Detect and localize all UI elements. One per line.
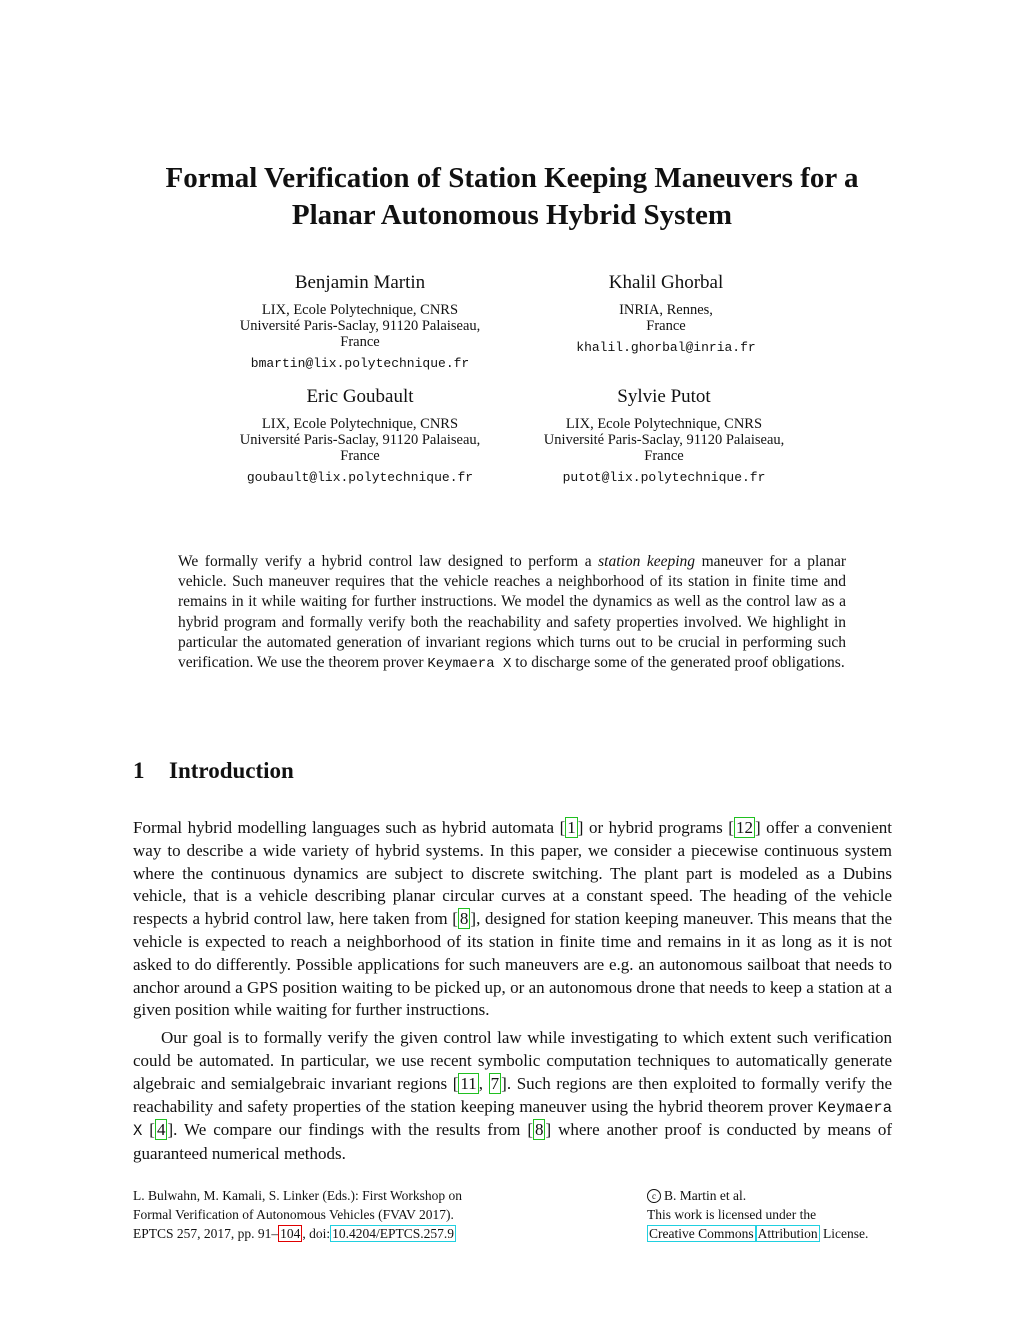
citation-link[interactable]: 1 xyxy=(567,818,576,837)
title-line-2: Planar Autonomous Hybrid System xyxy=(291,199,733,231)
author-name: Khalil Ghorbal xyxy=(608,272,724,293)
author-affiliation: Université Paris-Saclay, 91120 Palaiseau, xyxy=(543,432,785,448)
footer-line: Creative Commons Attribution License. xyxy=(649,1226,869,1241)
paragraph-1: Formal hybrid modelling languages such as hybrid automata [ 1 ] or hybrid programs [ 12 ] offer a convenient way to describe a wide variety of hybrid systems. In this paper, we consider a piecewise continuous system where the continuous dynamics are subject to discrete switching. The plant part is modeled as a Dubins vehicle, that is a vehicle describing planar circular curves at a constant speed. The heading of the vehicle respects a hybrid control law, here taken from [ 8 ], designed for station keeping maneuver. This means that the vehicle is expected to reach a neighborhood of its station in finite time and remains in it as long as it is not asked to do differently. Possible applications for such maneuvers are e.g. an autonomous sailboat that needs to anchor around a GPS position waiting to be picked up, or an autonomous drone that needs to keep a station at a given position while waiting for further instructions. xyxy=(133,818,893,1020)
citation-link[interactable]: 12 xyxy=(735,818,753,837)
author-email: bmartin@lix.polytechnique.fr xyxy=(250,356,470,371)
tool-name: Keymaera X xyxy=(427,656,512,673)
paragraph-2: Our goal is to formally verify the given control law while investigating to which extent such verification could be automated. In particular, we use recent symbolic computation techniques to automatically generate algebraic and semialgebraic invariant regions [ 11 , 7 ]. Such regions are then exploited to formally verify the reachability and safety properties of the station keeping maneuver using the hybrid theorem prover Keymaera X [ 4 ]. We compare our findings with the results from [ 8 ] where another proof is conducted by means of guaranteed numerical methods. xyxy=(133,1028,893,1164)
citation-link[interactable]: 4 xyxy=(156,1120,166,1140)
author-affiliation: LIX, Ecole Polytechnique, CNRS xyxy=(261,416,459,432)
doi-link[interactable]: 10.4204/EPTCS.257.9 xyxy=(332,1226,455,1241)
author-affiliation: France xyxy=(646,318,686,334)
tool-name: Keymaera X xyxy=(133,1098,892,1141)
abstract-text: to discharge some of the generated proof obligations. xyxy=(511,654,845,672)
author-name: Eric Goubault xyxy=(306,386,414,407)
footer-line: EPTCS 257, 2017, pp. 91– 104 , doi: 10.4204/EPTCS.257.9 xyxy=(133,1226,455,1241)
author-affiliation: LIX, Ecole Polytechnique, CNRS xyxy=(261,302,459,318)
author-email: khalil.ghorbal@inria.fr xyxy=(576,340,756,355)
author-block-1 xyxy=(210,272,510,372)
author-affiliation: Université Paris-Saclay, 91120 Palaiseau, xyxy=(239,432,481,448)
author-name: Sylvie Putot xyxy=(617,386,711,407)
author-block-3 xyxy=(210,386,510,486)
footer-publication-info xyxy=(133,1186,533,1243)
section-title: Introduction xyxy=(169,758,294,783)
abstract-text: We formally verify a hybrid control law designed to perform a xyxy=(178,553,599,570)
creative-commons-link[interactable]: Creative Commons xyxy=(649,1226,754,1241)
author-affiliation: France xyxy=(340,448,380,464)
author-affiliation: Université Paris-Saclay, 91120 Palaiseau, xyxy=(239,318,481,334)
author-affiliation: France xyxy=(644,448,684,464)
footer-line: Formal Verification of Autonomous Vehicles (FVAV 2017). xyxy=(133,1207,454,1222)
attribution-link[interactable]: Attribution xyxy=(757,1226,818,1241)
section-heading xyxy=(133,758,294,784)
citation-link[interactable]: 7 xyxy=(490,1073,500,1093)
author-block-2 xyxy=(516,272,816,356)
author-affiliation: INRIA, Rennes, xyxy=(619,302,713,318)
abstract-text: maneuver for a planar vehicle. Such maneuver requires that the vehicle reaches a neighborhood of its station in finite time and remains in it while waiting for further instructions. We model the dynamics as well as the control law as a hybrid program and formally verify both the reachability and safety properties involved. We highlight in particular the automated generation of invariant regions which turns out to be crucial in performing such verification. We use the theorem prover xyxy=(178,553,846,672)
body-text xyxy=(133,817,892,1166)
footer-line: This work is licensed under the xyxy=(647,1207,817,1222)
footer-license xyxy=(647,1186,907,1243)
author-email: goubault@lix.polytechnique.fr xyxy=(246,470,474,485)
footer-line: L. Bulwahn, M. Kamali, S. Linker (Eds.): First Workshop on xyxy=(133,1188,463,1203)
author-name: Benjamin Martin xyxy=(294,272,426,293)
abstract xyxy=(178,552,846,674)
abstract-emphasis: station keeping xyxy=(598,553,696,570)
author-affiliation: France xyxy=(340,334,380,350)
author-affiliation: LIX, Ecole Polytechnique, CNRS xyxy=(565,416,763,432)
copyright-icon: c xyxy=(647,1189,661,1203)
author-email: putot@lix.polytechnique.fr xyxy=(562,470,766,485)
paper-title xyxy=(80,160,944,234)
footer-line: c B. Martin et al. xyxy=(647,1186,907,1205)
citation-link[interactable]: 8 xyxy=(534,1120,544,1140)
author-block-4 xyxy=(514,386,814,486)
last-page-link[interactable]: 104 xyxy=(280,1226,301,1241)
section-number: 1 xyxy=(133,758,145,783)
citation-link[interactable]: 11 xyxy=(460,1073,477,1093)
title-line-1: Formal Verification of Station Keeping Maneuvers for a xyxy=(165,162,859,194)
citation-link[interactable]: 8 xyxy=(459,909,469,929)
